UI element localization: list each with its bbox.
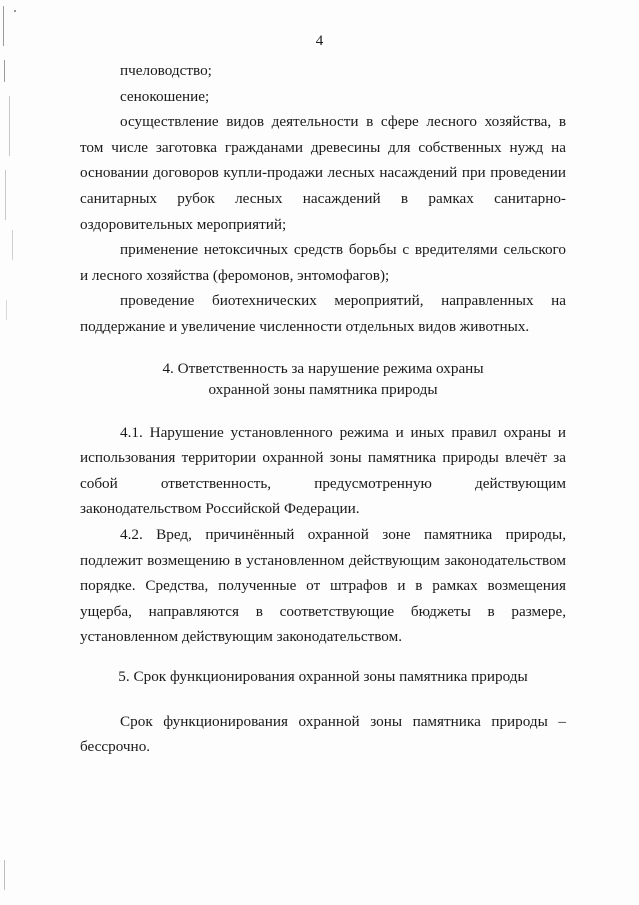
section-4-paragraph-2: 4.2. Вред, причинённый охранной зоне памятника природы, подлежит возмещению в установленном действующим законодательством порядке. Средства, полученные от штрафов и в рамках возмещения ущерба, направляются в соответствующие бюджеты в размере, установленном действующим законодательством. [80, 525, 566, 646]
scan-edge-artifact [0, 0, 22, 905]
section-4-heading-line-2: охранной зоны памятника природы [208, 380, 438, 398]
section-4-heading-line-1: 4. Ответственность за нарушение режима охраны [162, 359, 484, 377]
list-item: осуществление видов деятельности в сфере лесного хозяйства, в том числе заготовка гражданами древесины для собственных нужд на основании договоров купли-продажи лесных насаждений при проведении санитарных рубок лесных насаждений в рамках санитарно-оздоровительных мероприятий; [80, 113, 566, 233]
list-item: сенокошение; [120, 87, 210, 105]
list-item: проведение биотехнических мероприятий, направленных на поддержание и увеличение численности отдельных видов животных. [80, 292, 566, 335]
list-item: пчеловодство; [120, 62, 212, 79]
section-5-heading: 5. Срок функционирования охранной зоны памятника природы [118, 667, 528, 685]
section-5-paragraph-1: Срок функционирования охранной зоны памятника природы – бессрочно. [80, 712, 566, 756]
list-item: применение нетоксичных средств борьбы с вредителями сельского и лесного хозяйства (феромонов, энтомофагов); [80, 241, 566, 284]
page-number: 4 [315, 33, 324, 49]
section-4-heading [80, 358, 566, 400]
document-body [80, 58, 566, 760]
section-4-paragraph-1: 4.1. Нарушение установленного режима и иных правил охраны и использования территории охранной зоны памятника природы влечёт за собой ответственность, предусмотренную действующим законодательством Российской Федерации. [80, 423, 566, 518]
